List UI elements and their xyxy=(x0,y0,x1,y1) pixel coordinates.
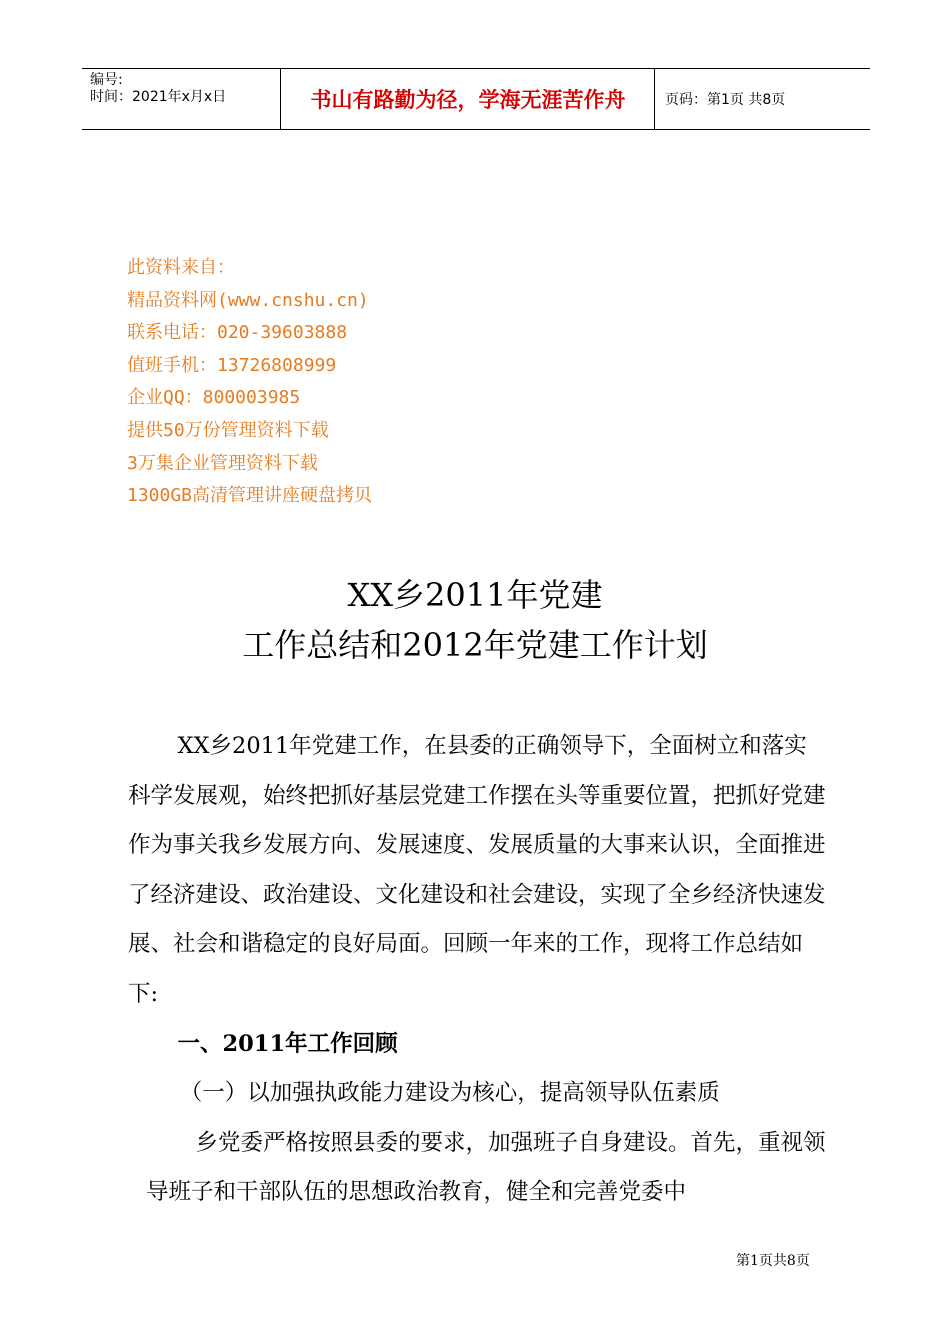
number-label: 编号: xyxy=(90,72,123,88)
section-heading: 一、2011年工作回顾 xyxy=(177,1030,398,1057)
page-footer: 第1页共8页 xyxy=(736,1253,810,1269)
body-paragraph: XX乡2011年党建工作，在县委的正确领导下，全面树立和落实科学发展观，始终把抓好基层党建工作摆在头等重要位置，把抓好党建作为事关我乡发展方向、发展速度、发展质量的大事来认识，全面推进了经济建设、政治建设、文化建设和社会建设，实现了全乡经济快速发展、社会和谐稳定的良好局面。回顾一年来的工作，现将工作总结如下: xyxy=(128,733,826,1007)
doc-title-line2: 工作总结和2012年党建工作计划 xyxy=(242,626,708,664)
header-page-label: 页码：第1页 共8页 xyxy=(665,92,786,108)
time-label: 时间：2021年x月x日 xyxy=(90,89,227,105)
doc-body xyxy=(128,722,828,1218)
promo-line: 3万集企业管理资料下载 xyxy=(127,452,318,474)
promo-line: 此资料来自： xyxy=(127,257,235,278)
promo-line: 值班手机：13726808999 xyxy=(127,354,337,376)
promo-line: 企业QQ：800003985 xyxy=(127,387,301,409)
body-paragraph: 乡党委严格按照县委的要求，加强班子自身建设。首先，重视领导班子和干部队伍的思想政治教育，健全和完善党委中 xyxy=(146,1129,826,1206)
promo-line: 联系电话：020-39603888 xyxy=(127,322,348,344)
promo-line: 精品资料网(www.cnshu.cn) xyxy=(127,289,369,311)
header-motto: 书山有路勤为径，学海无涯苦作舟 xyxy=(282,69,655,129)
promo-block xyxy=(127,252,372,513)
subsection-heading: （一）以加强执政能力建设为核心，提高领导队伍素质 xyxy=(179,1080,720,1107)
doc-title-line1: XX乡2011年党建 xyxy=(347,576,603,614)
header-table xyxy=(82,68,870,130)
header-info-cell xyxy=(82,69,281,129)
promo-line: 提供50万份管理资料下载 xyxy=(127,419,329,441)
promo-line: 1300GB高清管理讲座硬盘拷贝 xyxy=(127,485,373,507)
